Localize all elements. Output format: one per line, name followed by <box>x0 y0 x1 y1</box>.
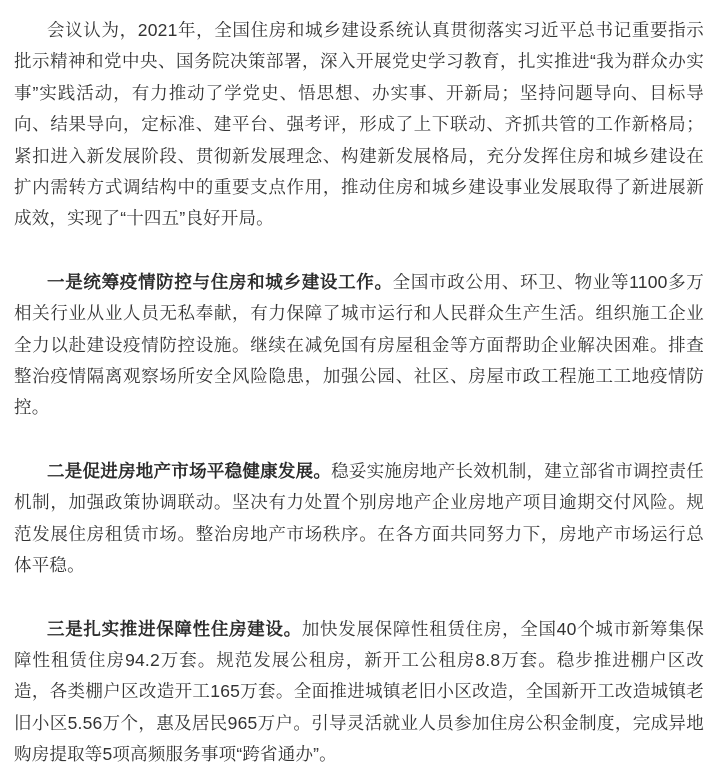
paragraph-intro <box>14 15 704 235</box>
paragraph-point-3-text: 加快发展保障性租赁住房，全国40个城市新筹集保障性租赁住房94.2万套。规范发展公租房，新开工公租房8.8万套。稳步推进棚户区改造，各类棚户区改造开工165万套。全面推进城镇老旧小区改造，全国新开工改造城镇老旧小区5.56万个，惠及居民965万户。引导灵活就业人员参加住房公积金制度，完成异地购房提取等5项高频服务事项“跨省通办”。 <box>14 618 704 765</box>
paragraph-point-2 <box>14 456 704 582</box>
paragraph-point-2-text: 稳妥实施房地产长效机制，建立部省市调控责任机制，加强政策协调联动。坚决有力处置个别房地产企业房地产项目逾期交付风险。规范发展住房租赁市场。整治房地产市场秩序。在各方面共同努力下，房地产市场运行总体平稳。 <box>14 460 705 576</box>
paragraph-point-1 <box>14 267 704 424</box>
paragraph-point-3 <box>14 614 704 771</box>
paragraph-intro-text: 会议认为，2021年，全国住房和城乡建设系统认真贯彻落实习近平总书记重要指示批示精神和党中央、国务院决策部署，深入开展党史学习教育，扎实推进“我为群众办实事”实践活动，有力推动了学党史、悟思想、办实事、开新局；坚持问题导向、目标导向、结果导向，定标准、建平台、强考评，形成了上下联动、齐抓共管的工作新格局；紧扣进入新发展阶段、贯彻新发展理念、构建新发展格局，充分发挥住房和城乡建设在扩内需转方式调结构中的重要支点作用，推动住房和城乡建设事业发展取得了新进展新成效，实现了“十四五”良好开局。 <box>14 20 704 229</box>
paragraph-point-3-lead: 三是扎实推进保障性住房建设。 <box>47 618 302 639</box>
paragraph-point-2-lead: 二是促进房地产市场平稳健康发展。 <box>47 460 332 481</box>
paragraph-point-1-lead: 一是统筹疫情防控与住房和城乡建设工作。 <box>47 271 393 292</box>
paragraph-point-1-text: 全国市政公用、环卫、物业等1100多万相关行业从业人员无私奉献，有力保障了城市运行和人民群众生产生活。组织施工企业全力以赴建设疫情防控设施。继续在减免国有房屋租金等方面帮助企业解决困难。排查整治疫情隔离观察场所安全风险隐患，加强公园、社区、房屋市政工程施工工地疫情防控。 <box>14 271 704 418</box>
